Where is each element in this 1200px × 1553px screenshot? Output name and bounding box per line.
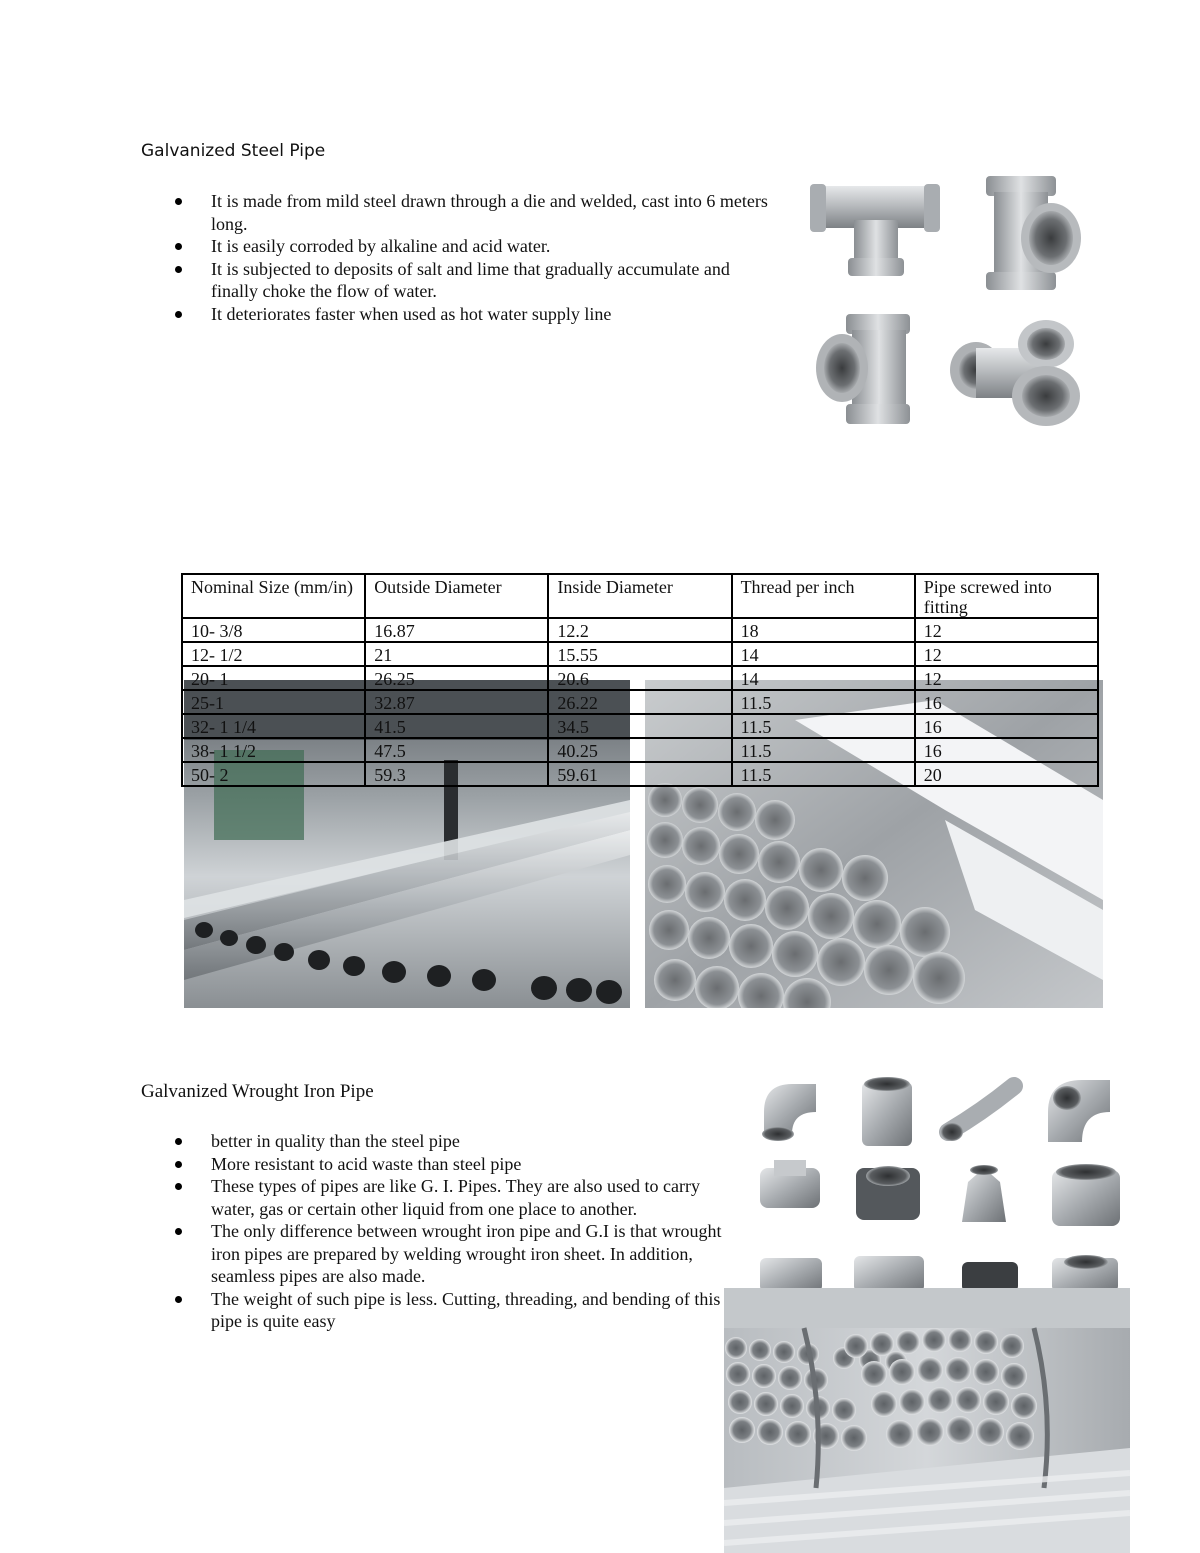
table-cell: 20	[915, 762, 1098, 786]
table-cell: 34.5	[548, 714, 731, 738]
table-cell: 41.5	[365, 714, 548, 738]
table-row	[182, 690, 1098, 714]
table-cell: 15.55	[548, 642, 731, 666]
table-row	[182, 666, 1098, 690]
table-cell: 16	[915, 690, 1098, 714]
list-item: These types of pipes are like G. I. Pipes. They are also used to carry water, gas or certain other liquid from one place to another.	[141, 1175, 741, 1220]
table-cell: 10- 3/8	[182, 618, 365, 642]
list-item: It deteriorates faster when used as hot water supply line	[141, 303, 781, 326]
table-cell: 16	[915, 714, 1098, 738]
pipe-spec-table	[181, 573, 1099, 787]
table-cell: 20.6	[548, 666, 731, 690]
table-row	[182, 618, 1098, 642]
list-item: It is easily corroded by alkaline and acid water.	[141, 235, 781, 258]
tee-fittings-photo	[806, 168, 1096, 433]
section-title-steel-pipe: Galvanized Steel Pipe	[141, 141, 326, 161]
table-cell: 18	[732, 618, 915, 642]
list-item: It is made from mild steel drawn through a die and welded, cast into 6 meters long.	[141, 190, 781, 235]
table-cell: 12	[915, 666, 1098, 690]
pipe-fittings-assortment-photo	[752, 1072, 1130, 1292]
header-pipe-screwed: Pipe screwed into fitting	[915, 574, 1098, 618]
table-cell: 26.22	[548, 690, 731, 714]
list-item: More resistant to acid waste than steel pipe	[141, 1153, 741, 1176]
table-cell: 16.87	[365, 618, 548, 642]
table-row	[182, 762, 1098, 786]
table-cell: 14	[732, 666, 915, 690]
list-item: better in quality than the steel pipe	[141, 1130, 741, 1153]
table-cell: 25-1	[182, 690, 365, 714]
table-cell: 11.5	[732, 690, 915, 714]
table-cell: 26.25	[365, 666, 548, 690]
table-cell: 12	[915, 618, 1098, 642]
table-cell: 50- 2	[182, 762, 365, 786]
wrought-iron-bullet-list	[141, 1130, 741, 1333]
table-header-row	[182, 574, 1098, 618]
table-cell: 12.2	[548, 618, 731, 642]
table-cell: 32- 1 1/4	[182, 714, 365, 738]
header-inside-diameter: Inside Diameter	[548, 574, 731, 618]
table-row	[182, 738, 1098, 762]
table-cell: 32.87	[365, 690, 548, 714]
table-cell: 12- 1/2	[182, 642, 365, 666]
table-cell: 11.5	[732, 738, 915, 762]
table-cell: 11.5	[732, 762, 915, 786]
steel-pipe-bullet-list	[141, 190, 781, 325]
table-cell: 40.25	[548, 738, 731, 762]
table-cell: 47.5	[365, 738, 548, 762]
list-item: It is subjected to deposits of salt and lime that gradually accumulate and finally choke the flow of water.	[141, 258, 781, 303]
table-cell: 16	[915, 738, 1098, 762]
table-cell: 11.5	[732, 714, 915, 738]
header-outside-diameter: Outside Diameter	[365, 574, 548, 618]
header-nominal-size: Nominal Size (mm/in)	[182, 574, 365, 618]
table-cell: 21	[365, 642, 548, 666]
list-item: The only difference between wrought iron pipe and G.I is that wrought iron pipes are prepared by welding wrought iron sheet. In addition, seamless pipes are also made.	[141, 1220, 741, 1288]
table-row	[182, 714, 1098, 738]
table-cell: 12	[915, 642, 1098, 666]
bundled-galvanized-pipes-photo	[724, 1288, 1130, 1553]
table-row	[182, 642, 1098, 666]
table-cell: 59.3	[365, 762, 548, 786]
header-thread-per-inch: Thread per inch	[732, 574, 915, 618]
list-item: The weight of such pipe is less. Cutting, threading, and bending of this pipe is quite easy	[141, 1288, 741, 1333]
table-cell: 14	[732, 642, 915, 666]
section-title-wrought-iron-pipe: Galvanized Wrought Iron Pipe	[141, 1081, 374, 1102]
table-cell: 38- 1 1/2	[182, 738, 365, 762]
table-cell: 59.61	[548, 762, 731, 786]
table-cell: 20- 1	[182, 666, 365, 690]
